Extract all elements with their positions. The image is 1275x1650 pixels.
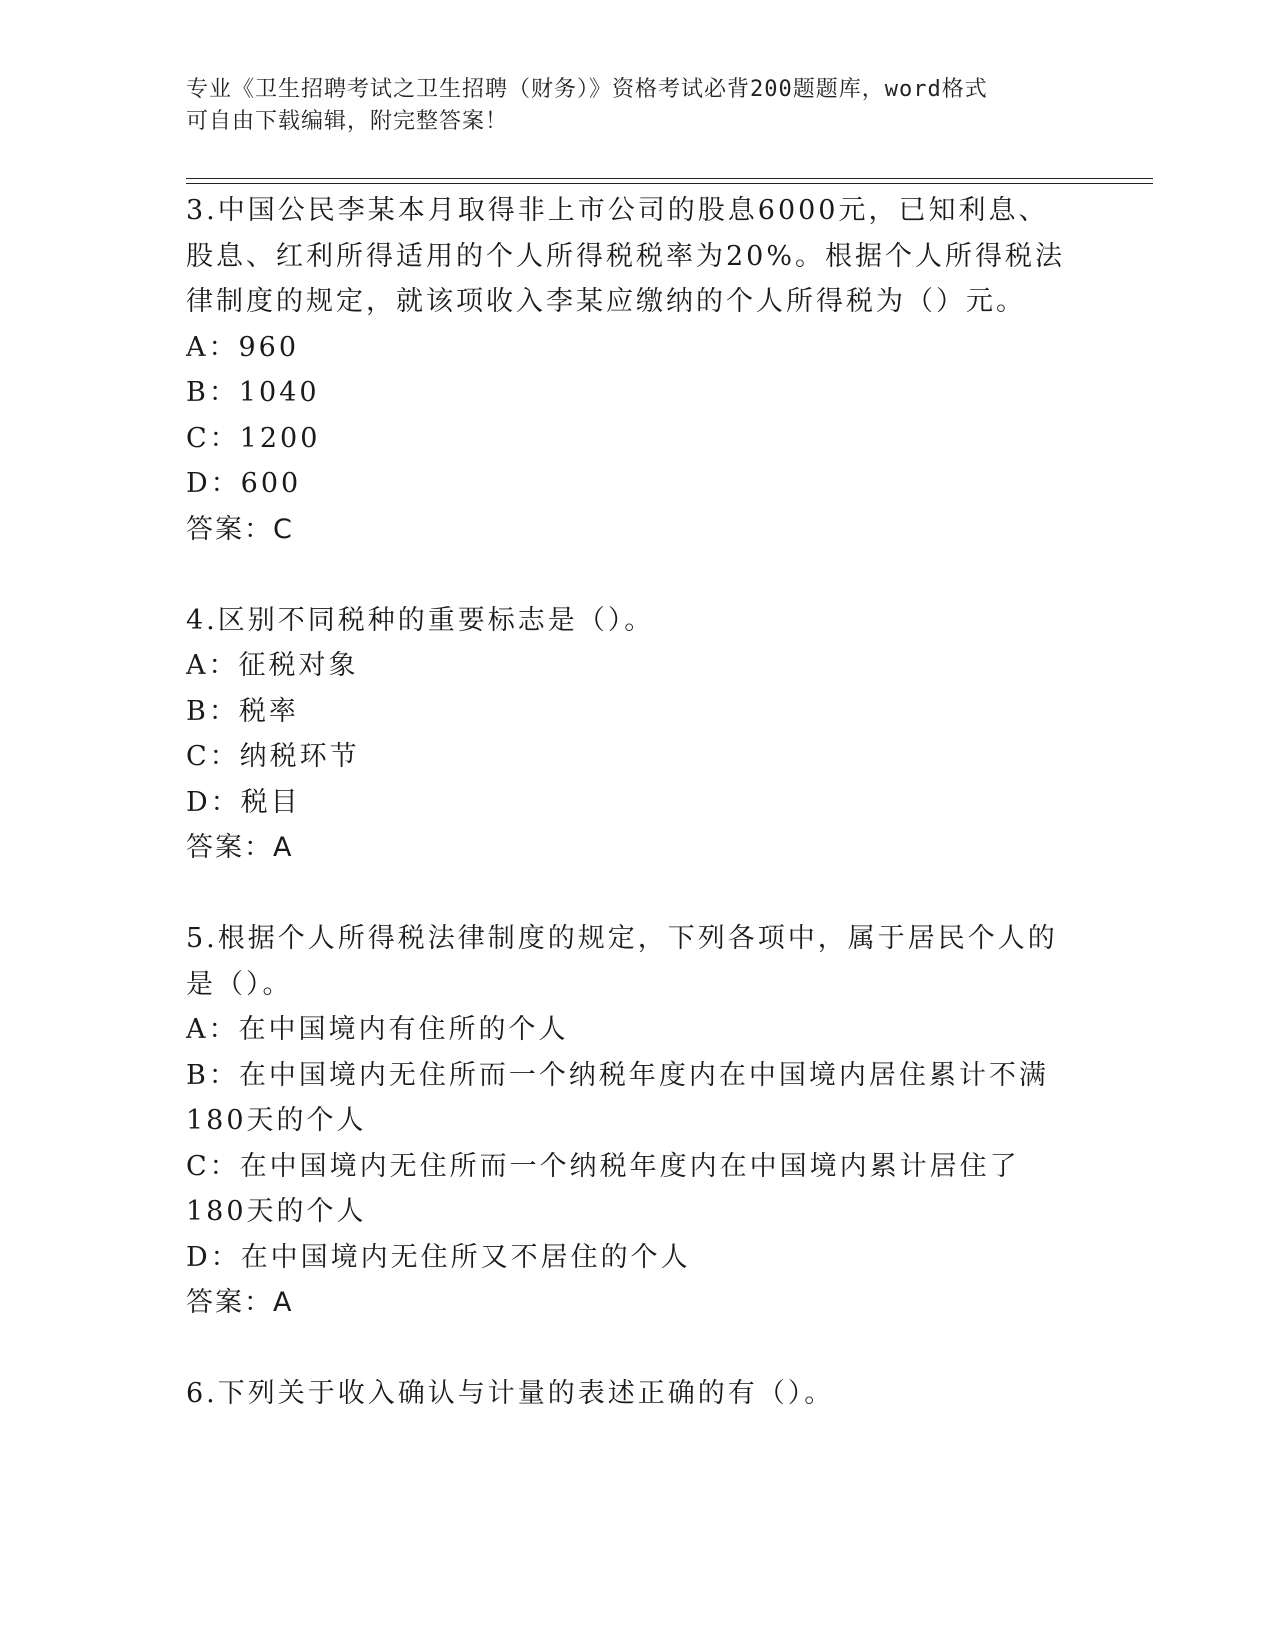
question-text: 4.区别不同税种的重要标志是（）。 [186,604,655,636]
option-c: C：1200 [186,422,321,454]
question-text: 3.中国公民李某本月取得非上市公司的股息6000元，已知利息、股息、红利所得适用的个人所得税税率为20%。根据个人所得税法律制度的规定，就该项收入李某应缴纳的个人所得税为（）元。 [186,195,1066,317]
header-line-1: 专业《卫生招聘考试之卫生招聘（财务）》资格考试必背200题题库，word格式 [186,77,988,102]
option-d: D：600 [186,468,302,499]
question-spacer [186,552,1076,598]
question-6 [186,1371,1076,1417]
question-spacer [186,1326,1076,1372]
option-b: B：1040 [186,377,320,408]
question-list [186,188,1076,1417]
header-divider-top [186,178,1153,179]
option-b: B：税率 [186,695,299,727]
option-d: D：在中国境内无住所又不居住的个人 [186,1241,691,1273]
answer-label: 答案：C [186,513,294,545]
question-5 [186,916,1076,1326]
question-text: 5.根据个人所得税法律制度的规定，下列各项中，属于居民个人的是（）。 [186,923,1058,1000]
option-a: A：征税对象 [186,650,359,681]
question-text: 6.下列关于收入确认与计量的表述正确的有（）。 [186,1378,835,1409]
answer-label: 答案：A [186,1287,294,1318]
question-spacer [186,871,1076,917]
option-c: C：在中国境内无住所而一个纳税年度内在中国境内累计居住了180天的个人 [186,1150,1020,1227]
document-header [186,74,1076,138]
option-a: A：在中国境内有住所的个人 [186,1014,569,1045]
answer-label: 答案：A [186,832,294,863]
question-3 [186,188,1076,552]
option-b: B：在中国境内无住所而一个纳税年度内在中国境内居住累计不满180天的个人 [186,1059,1049,1136]
header-line-2: 可自由下载编辑，附完整答案！ [186,109,509,134]
option-d: D：税目 [186,786,301,818]
header-divider-bottom [186,183,1153,184]
question-4 [186,598,1076,871]
option-c: C：纳税环节 [186,741,360,772]
option-a: A：960 [186,331,300,363]
